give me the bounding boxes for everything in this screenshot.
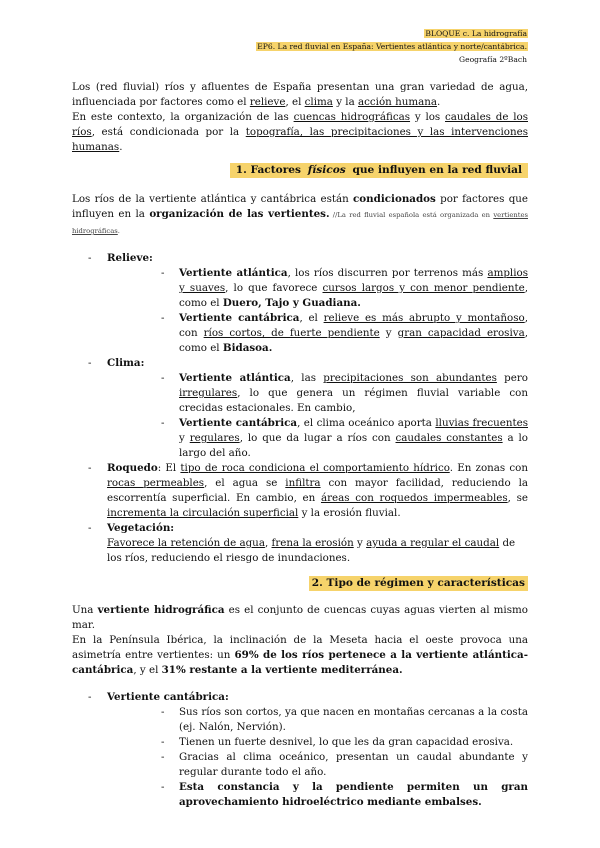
header-lesson-title: EP6. La red fluvial en España: Vertientes atlántica y norte/cantábrica. bbox=[257, 42, 527, 51]
section2-paragraph-2: En la Península Ibérica, la inclinación de la Meseta hacia el oeste provoca una asimetría entre vertientes: un 69% de los ríos pertenece a la vertiente atlántica-cantábrica, y el 31% restante a la vertiente mediterránea. bbox=[72, 634, 528, 676]
list-item-roquedo: - Roquedo: El tipo de roca condiciona el comportamiento hídrico. En zonas con rocas permeables, el agua se infiltra con mayor facilidad, reduciendo la escorrentía superficial. En cambio, en áreas con roquedos impermeables, se incrementa la circulación superficial y la erosión fluvial. bbox=[72, 461, 528, 521]
list-item-clima: - Clima: - Vertiente atlántica, las precipitaciones son abundantes pero irregulares, lo que genera un régimen fluvial variable con crecidas estacionales. En cambio, - Vertiente cantábrica, el clima oceánico aporta lluvias frecuentes y regulares, lo que da lugar a ríos con caudales constantes a lo largo del año. bbox=[72, 356, 528, 461]
section-heading-1: 1. Factores físicos que influyen en la red fluvial bbox=[72, 163, 528, 178]
section1-paragraph: Los ríos de la vertiente atlántica y cantábrica están condicionados por factores que influyen en la organización de las vertientes. //La red fluvial española está organizada en vertientes hidrográficas. bbox=[72, 193, 529, 235]
list-item: - Sus ríos son cortos, ya que nacen en montañas cercanas a la costa (ej. Nalón, Nervión). bbox=[107, 705, 528, 735]
list-item-cantabrica: - Vertiente cantábrica: - Sus ríos son cortos, ya que nacen en montañas cercanas a la costa (ej. Nalón, Nervión). - Tienen un fuerte desnivel, lo que les da gran capacidad erosiva. - Gracias al clima oceánico, presentan un caudal abundante y regular durante todo el año. - Esta constancia y la pendiente permiten un gran aprovechamiento hidroeléctrico mediante embalses. bbox=[72, 690, 528, 810]
section-heading-2: 2. Tipo de régimen y características bbox=[72, 576, 528, 591]
side-note: //La red fluvial española está organizada en vertientes hidrográficas. bbox=[72, 211, 528, 235]
intro-paragraph-2: En este contexto, la organización de las cuencas hidrográficas y los caudales de los ríos, está condicionada por la topografía, las precipitaciones y las intervenciones humanas. bbox=[72, 111, 529, 153]
list-item: - Vertiente cantábrica, el clima oceánico aporta lluvias frecuentes y regulares, lo que da lugar a ríos con caudales constantes a lo largo del año. bbox=[107, 416, 528, 461]
list-item: - Esta constancia y la pendiente permiten un gran aprovechamiento hidroeléctrico mediante embalses. bbox=[107, 780, 528, 810]
document-body bbox=[72, 80, 528, 810]
regime-list bbox=[72, 690, 528, 810]
factors-list bbox=[72, 251, 528, 566]
list-item: - Tienen un fuerte desnivel, lo que les da gran capacidad erosiva. bbox=[107, 735, 528, 750]
section2-paragraph-1: Una vertiente hidrográfica es el conjunto de cuencas cuyas aguas vierten al mismo mar. bbox=[72, 604, 528, 631]
list-item: - Vertiente cantábrica, el relieve es más abrupto y montañoso, con ríos cortos, de fuerte pendiente y gran capacidad erosiva, como el Bidasoa. bbox=[107, 311, 528, 356]
list-item-relieve: - Relieve: - Vertiente atlántica, los ríos discurren por terrenos más amplios y suaves, lo que favorece cursos largos y con menor pendiente, como el Duero, Tajo y Guadiana. - Vertiente cantábrica, el relieve es más abrupto y montañoso, con ríos cortos, de fuerte pendiente y gran capacidad erosiva, como el Bidasoa. bbox=[72, 251, 528, 356]
intro-paragraph-1: Los (red fluvial) ríos y afluentes de España presentan una gran variedad de agua, influenciada por factores como el relieve, el clima y la acción humana. bbox=[72, 81, 528, 108]
list-item: - Gracias al clima oceánico, presentan un caudal abundante y regular durante todo el año. bbox=[107, 750, 528, 780]
list-item-vegetacion: - Vegetación: Favorece la retención de agua, frena la erosión y ayuda a regular el caudal de los ríos, reduciendo el riesgo de inundaciones. bbox=[72, 521, 528, 566]
list-item: - Vertiente atlántica, las precipitaciones son abundantes pero irregulares, lo que genera un régimen fluvial variable con crecidas estacionales. En cambio, bbox=[107, 371, 528, 416]
header-subject: Geografía 2ºBach bbox=[459, 55, 527, 64]
list-item: - Vertiente atlántica, los ríos discurren por terrenos más amplios y suaves, lo que favorece cursos largos y con menor pendiente, como el Duero, Tajo y Guadiana. bbox=[107, 266, 528, 311]
header-block-title: BLOQUE c. La hidrografía bbox=[425, 29, 527, 38]
